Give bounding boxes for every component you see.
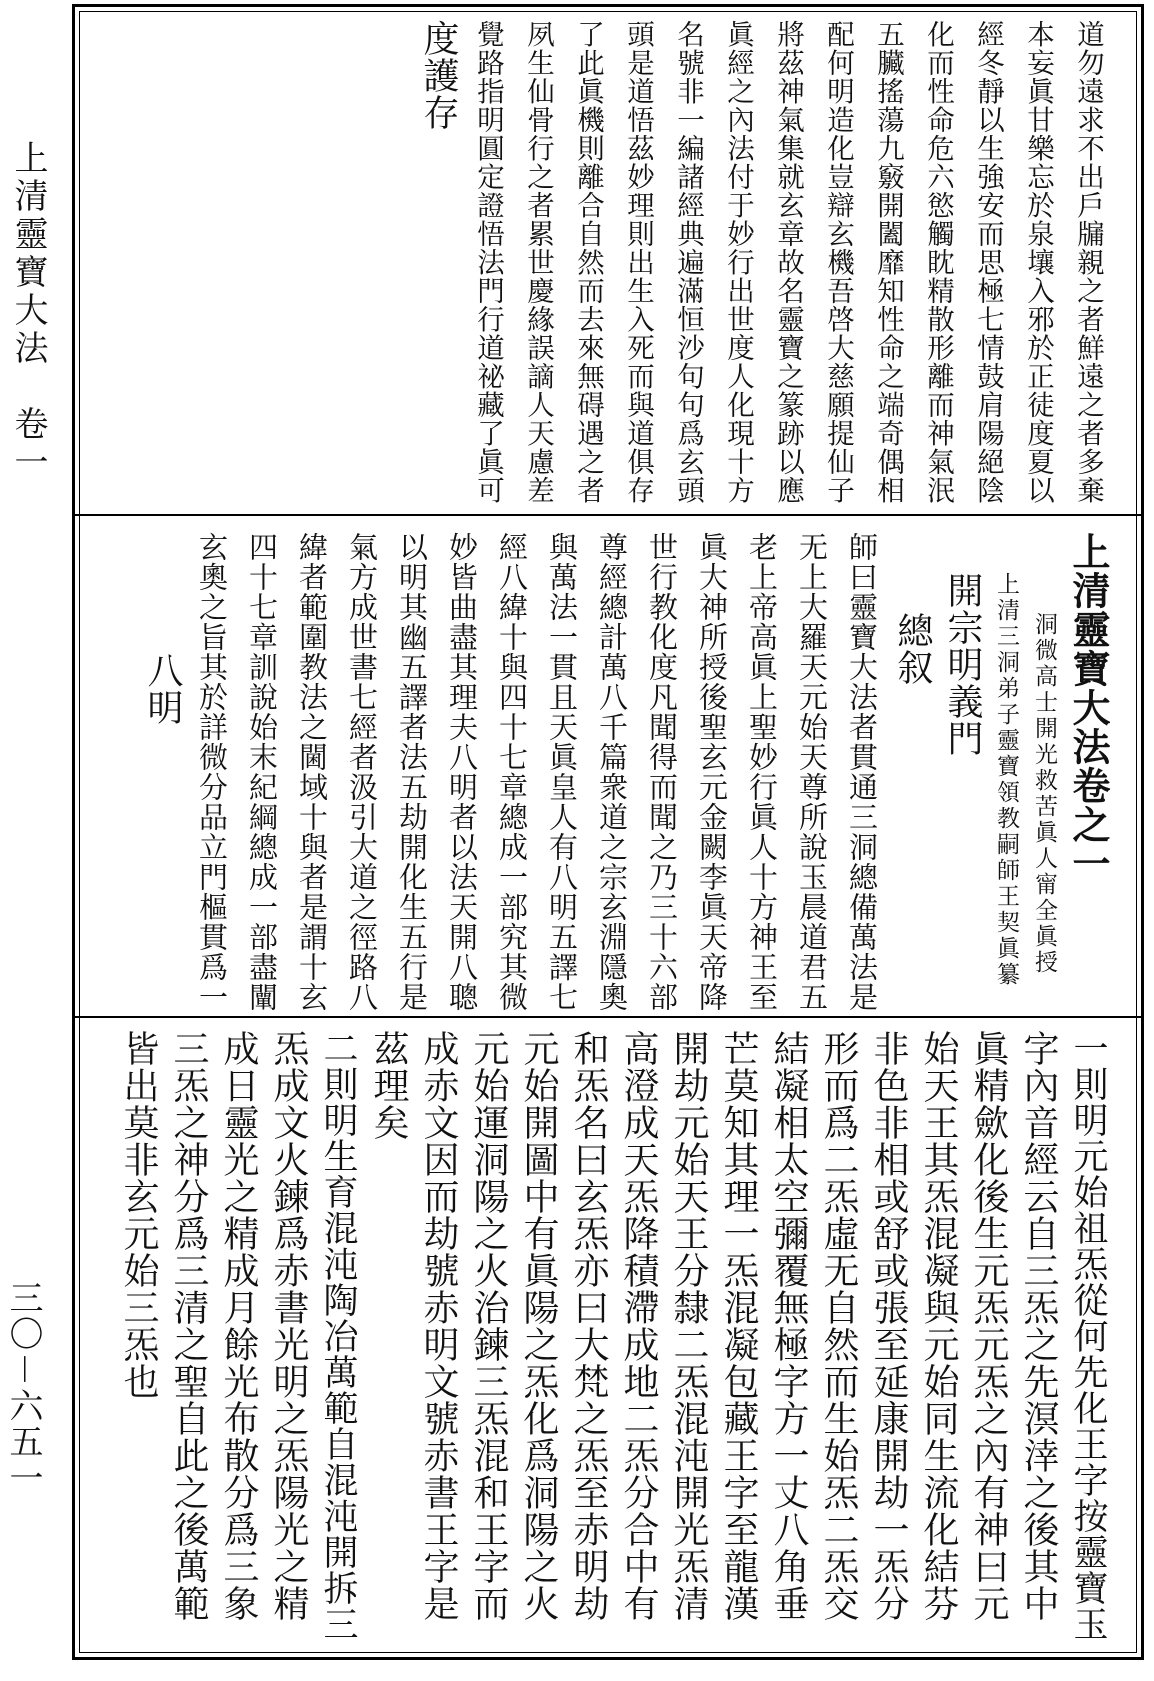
panel-divider-upper	[72, 514, 1144, 516]
text-column: 頭是道悟茲妙理則出生入死而與道俱存	[622, 20, 654, 505]
text-column: 形而爲二炁虛无自然而生始炁二炁交	[818, 1030, 859, 1622]
text-column: 以明其幽五譯者法五劫開化生五行是	[395, 532, 429, 1012]
text-column: 覺路指明圓定證悟法門行道祕藏了眞可	[472, 20, 504, 505]
text-column: 氣方成世書七經者汲引大道之徑路八	[345, 532, 379, 1012]
text-column: 八明	[142, 652, 183, 726]
text-column: 皆出莫非玄元始三炁也	[118, 1030, 159, 1400]
text-column: 芒莫知其理一炁混凝包藏王字至龍漢	[718, 1030, 759, 1622]
text-column: 緯者範圍教法之閫域十與者是謂十玄	[295, 532, 329, 1012]
byline: 上清三洞弟子靈寶領教嗣師王契眞纂	[993, 572, 1019, 988]
text-column: 經八緯十與四十七章總成一部究其微	[495, 532, 529, 1012]
text-column: 度護存	[418, 20, 459, 131]
text-column: 五臟搖蕩九竅開闔靡知性命之端奇偶相	[872, 20, 904, 505]
margin-book-title: 上清靈寶大法 卷一	[8, 140, 48, 482]
text-column: 三炁之神分爲三清之聖自此之後萬範	[168, 1030, 209, 1622]
text-column: 成日靈光之精成月餘光布散分爲三象	[218, 1030, 259, 1622]
text-column: 一則明元始祖炁從何先化王字按靈寶玉	[1068, 1030, 1108, 1642]
text-column: 眞精歛化後生元炁元炁之內有神曰元	[968, 1030, 1009, 1622]
text-column: 老上帝高眞上聖妙行眞人十方神王至	[745, 532, 779, 1012]
chapter-title: 上清靈寶大法卷之一	[1066, 532, 1111, 883]
text-column: 和炁名曰玄炁亦曰大梵之炁至赤明劫	[568, 1030, 609, 1622]
text-column: 尊經總計萬八千篇衆道之宗玄淵隱奧	[595, 532, 629, 1012]
text-column: 二則明生育混沌陶冶萬範自混沌開拆三	[318, 1030, 358, 1642]
text-panel-bottom	[84, 1030, 1132, 1650]
text-column: 四十七章訓說始末紀綱總成一部盡闡	[245, 532, 279, 1012]
text-column: 結凝相太空彌覆無極字方一丈八角垂	[768, 1030, 809, 1622]
text-column: 始天王其炁混凝與元始同生流化結芬	[918, 1030, 959, 1622]
text-column: 世行教化度凡聞得而聞之乃三十六部	[645, 532, 679, 1012]
text-column: 配何明造化豈辯玄機吾啓大慈願提仙子	[822, 20, 854, 505]
text-column: 與萬法一貫且天眞皇人有八明五譯七	[545, 532, 579, 1012]
text-column: 玄奧之旨其於詳微分品立門樞貫爲一	[195, 532, 229, 1012]
text-column: 夙生仙骨行之者累世慶緣誤謫人天慮差	[522, 20, 554, 505]
text-column: 眞大神所授後聖玄元金闕李眞天帝降	[695, 532, 729, 1012]
text-column: 无上大羅天元始天尊所說玉晨道君五	[795, 532, 829, 1012]
text-column: 成赤文因而劫號赤明文號赤書王字是	[418, 1030, 459, 1622]
byline: 洞微高士開光救苦眞人甯全眞授	[1031, 612, 1057, 976]
subsection-heading: 總叙	[892, 612, 933, 686]
text-column: 非色非相或舒或張至延康開劫一炁分	[868, 1030, 909, 1622]
text-column: 了此眞機則離合自然而去來無碍遇之者	[572, 20, 604, 505]
text-column: 眞經之內法付于妙行出世度人化現十方	[722, 20, 754, 505]
text-column: 本妄眞甘樂忘於泉壤入邪於正徒度夏以	[1022, 20, 1054, 505]
text-column: 字內音經云自三炁之先溟涬之後其中	[1018, 1030, 1059, 1622]
text-column: 化而性命危六慾觸眈精散形離而神氣泯	[922, 20, 954, 505]
text-column: 開劫元始天王分隸二炁混沌開光炁清	[668, 1030, 709, 1622]
section-heading: 開宗明義門	[942, 572, 983, 757]
text-column: 妙皆曲盡其理夫八明者以法天開八聰	[445, 532, 479, 1012]
text-column: 元始開圖中有眞陽之炁化爲洞陽之火	[518, 1030, 559, 1622]
text-column: 經冬靜以生強安而思極七情鼓肩陽絕陰	[972, 20, 1004, 505]
text-panel-middle	[84, 532, 1132, 1012]
text-column: 將茲神氣集就玄章故名靈寶之篆跡以應	[772, 20, 804, 505]
panel-divider-lower	[72, 1016, 1144, 1018]
text-column: 高澄成天炁降積滯成地二炁分合中有	[618, 1030, 659, 1622]
text-column: 茲理矣	[368, 1030, 409, 1141]
margin-page-number: 三〇－六五一	[3, 1280, 43, 1496]
text-column: 元始運洞陽之火治鍊三炁混和王字而	[468, 1030, 509, 1622]
text-column: 道勿遠求不出戶牖親之者鮮遠之者多棄	[1072, 20, 1104, 505]
text-panel-top	[84, 20, 1132, 510]
text-column: 炁成文火鍊爲赤書光明之炁陽光之精	[268, 1030, 309, 1622]
text-column: 師曰靈寶大法者貫通三洞總備萬法是	[845, 532, 879, 1012]
text-column: 名號非一編諸經典遍滿恒沙句句爲玄頭	[672, 20, 704, 505]
